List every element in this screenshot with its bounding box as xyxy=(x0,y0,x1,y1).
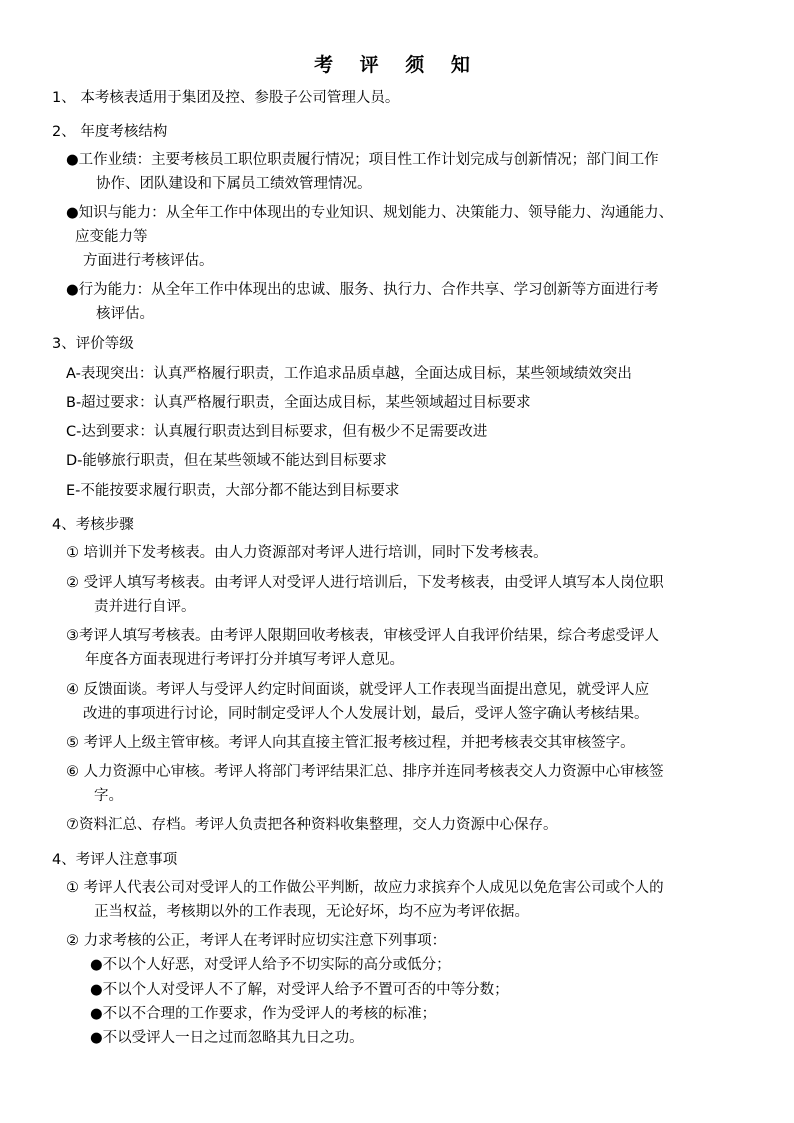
section-heading: 3、评价等级 xyxy=(52,336,134,352)
text-line: 核评估。 xyxy=(96,306,154,322)
section-heading: 4、考评人注意事项 xyxy=(52,852,178,868)
text-line: E-不能按要求履行职责，大部分都不能达到目标要求 xyxy=(66,483,400,499)
text-line: C-达到要求：认真履行职责达到目标要求，但有极少不足需要改进 xyxy=(66,424,488,440)
text-line: 正当权益，考核期以外的工作表现，无论好坏，均不应为考评依据。 xyxy=(94,904,529,920)
page-title: 考 评 须 知 xyxy=(314,54,480,76)
text-line: ③考评人填写考核表。由考评人限期回收考核表，审核受评人自我评价结果，综合考虑受评人 xyxy=(66,628,659,644)
text-line: 方面进行考核评估。 xyxy=(83,253,214,269)
text-line: A-表现突出：认真严格履行职责，工作追求品质卓越，全面达成目标，某些领域绩效突出 xyxy=(66,366,632,382)
section-heading: 2、 年度考核结构 xyxy=(52,124,168,140)
text-line: ●不以个人好恶，对受评人给予不切实际的高分或低分； xyxy=(90,957,451,973)
text-line: ① 考评人代表公司对受评人的工作做公平判断，故应力求摈弃个人成见以免危害公司或个人的 xyxy=(66,880,664,896)
text-line: 改进的事项进行讨论，同时制定受评人个人发展计划，最后，受评人签字确认考核结果。 xyxy=(83,706,649,722)
text-line: ⑥ 人力资源中心审核。考评人将部门考评结果汇总、排序并连同考核表交人力资源中心审核签 xyxy=(66,764,664,780)
text-line: ●不以受评人一日之过而忽略其九日之功。 xyxy=(90,1030,364,1046)
text-line: 年度各方面表现进行考评打分并填写考评人意见。 xyxy=(85,652,404,668)
text-line: ●工作业绩：主要考核员工职位职责履行情况；项目性工作计划完成与创新情况；部门间工作 xyxy=(66,152,659,168)
text-line: ② 力求考核的公正，考评人在考评时应切实注意下列事项： xyxy=(66,933,447,949)
text-line: ⑦资料汇总、存档。考评人负责把各种资料收集整理，交人力资源中心保存。 xyxy=(66,817,558,833)
text-line: ① 培训并下发考核表。由人力资源部对考评人进行培训，同时下发考核表。 xyxy=(66,545,548,561)
text-line: ② 受评人填写考核表。由考评人对受评人进行培训后，下发考核表，由受评人填写本人岗位职 xyxy=(66,575,664,591)
text-line: ●不以个人对受评人不了解，对受评人给予不置可否的中等分数； xyxy=(90,982,509,998)
text-line: ●不以不合理的工作要求，作为受评人的考核的标准； xyxy=(90,1006,437,1022)
text-line: 应变能力等 xyxy=(75,229,148,245)
text-line: ●知识与能力：从全年工作中体现出的专业知识、规划能力、决策能力、领导能力、沟通能力、 xyxy=(66,205,674,221)
text-line: 字。 xyxy=(94,788,123,804)
text-line: ④ 反馈面谈。考评人与受评人约定时间面谈，就受评人工作表现当面提出意见，就受评人应 xyxy=(66,682,650,698)
text-line: 1、 本考核表适用于集团及控、参股子公司管理人员。 xyxy=(52,90,400,106)
text-line: ●行为能力：从全年工作中体现出的忠诚、服务、执行力、合作共享、学习创新等方面进行考 xyxy=(66,282,659,298)
text-line: B-超过要求：认真严格履行职责，全面达成目标，某些领域超过目标要求 xyxy=(66,395,531,411)
text-line: 协作、团队建设和下属员工绩效管理情况。 xyxy=(96,176,372,192)
text-line: ⑤ 考评人上级主管审核。考评人向其直接主管汇报考核过程，并把考核表交其审核签字。 xyxy=(66,735,635,751)
section-heading: 4、考核步骤 xyxy=(52,517,134,533)
text-line: 责并进行自评。 xyxy=(94,599,196,615)
text-line: D-能够旅行职责，但在某些领域不能达到目标要求 xyxy=(66,453,387,469)
